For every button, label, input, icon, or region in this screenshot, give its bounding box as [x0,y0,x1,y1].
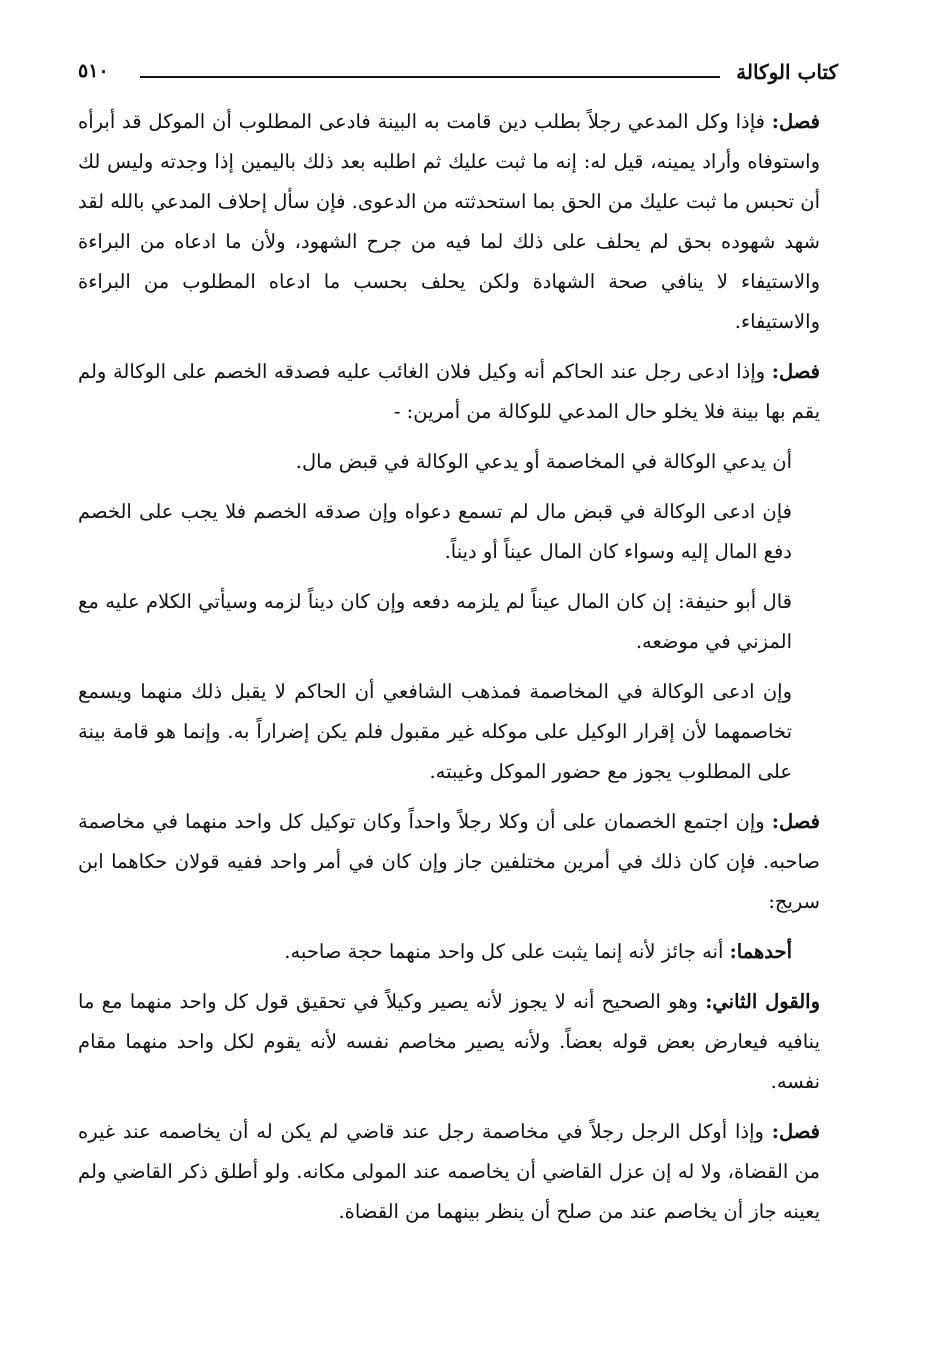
paragraph-text: وهو الصحيح أنه لا يجوز لأنه يصير وكيلاً في تحقيق قول كل واحد منهما مع ما ينافيه فيعارض بعض قوله بعضاً. ولأنه يصير مخاصم نفسه لأنه يقوم لكل واحد منهما مقام نفسه. [78,990,820,1093]
paragraph-8 [78,932,820,972]
paragraph-text: فإذا وكل المدعي رجلاً بطلب دين قامت به البينة فادعى المطلوب أن الموكل قد أبرأه واستوفاه وأراد يمينه، قيل له: إنه ما ثبت عليك ثم اطلبه بعد ذلك باليمين إذا وجدته وليس لك أن تحبس ما ثبت عليك من الحق بما استحدثته من الدعوى. فإن سأل إحلاف المدعي بالله لقد شهد شهوده بحق لم يحلف على ذلك لما فيه من جرح الشهود، ولأن ما ادعاه من البراءة والاستيفاء لا ينافي صحة الشهادة ولكن يحلف بحسب ما ادعاه المطلوب من البراءة والاستيفاء. [78,110,820,333]
page-body [78,102,820,1242]
paragraph-4 [78,492,820,572]
paragraph-text: وإن ادعى الوكالة في المخاصمة فمذهب الشافعي أن الحاكم لا يقبل ذلك منهما ويسمع تخاصمهما لأن إقرار الوكيل على موكله غير مقبول فلم يكن إضراراً به. وإنما هو قامة بينة على المطلوب يجوز مع حضور الموكل وغيبته. [78,680,792,783]
section-lead: فصل: [771,110,820,133]
page-number: ٥١٠ [78,60,109,82]
paragraph-7 [78,802,820,922]
paragraph-2 [78,352,820,432]
paragraph-text: فإن ادعى الوكالة في قبض مال لم تسمع دعواه وإن صدقه الخصم فلا يجب على الخصم دفع المال إليه وسواء كان المال عيناً أو ديناً. [78,500,792,563]
paragraph-text: قال أبو حنيفة: إن كان المال عيناً لم يلزمه دفعه وإن كان ديناً لزمه وسيأتي الكلام عليه مع المزني في موضعه. [78,590,792,653]
header-rule [140,76,720,78]
paragraph-text: أن يدعي الوكالة في المخاصمة أو يدعي الوكالة في قبض مال. [295,450,792,473]
paragraph-6 [78,672,820,792]
paragraph-text: أنه جائز لأنه إنما يثبت على كل واحد منهما حجة صاحبه. [284,940,730,963]
paragraph-text: وإن اجتمع الخصمان على أن وكلا رجلاً واحداً وكان توكيل كل واحد منهما في مخاصمة صاحبه. فإن كان ذلك في أمرين مختلفين جاز وإن كان في أمر واحد ففيه قولان حكاهما ابن سريج: [78,810,820,913]
paragraph-10 [78,1112,820,1232]
paragraph-9 [78,982,820,1102]
paragraph-3 [78,442,820,482]
chapter-title: كتاب الوكالة [736,60,838,84]
section-lead: فصل: [771,360,820,383]
section-lead: أحدهما: [729,940,792,963]
paragraph-1 [78,102,820,342]
section-lead: فصل: [771,1120,820,1143]
running-header [78,60,838,90]
section-lead: والقول الثاني: [705,990,820,1013]
paragraph-text: وإذا ادعى رجل عند الحاكم أنه وكيل فلان الغائب عليه فصدقه الخصم على الوكالة ولم يقم بها بينة فلا يخلو حال المدعي للوكالة من أمرين: - [78,360,820,423]
paragraph-text: وإذا أوكل الرجل رجلاً في مخاصمة رجل عند قاضي لم يكن له أن يخاصمه عند غيره من القضاة، ولا له إن عزل القاضي أن يخاصمه عند المولى مكانه. ولو أطلق ذكر القاضي ولم يعينه جاز أن يخاصم عند من صلح أن ينظر بينهما من القضاة. [78,1120,820,1223]
paragraph-5 [78,582,820,662]
section-lead: فصل: [771,810,820,833]
